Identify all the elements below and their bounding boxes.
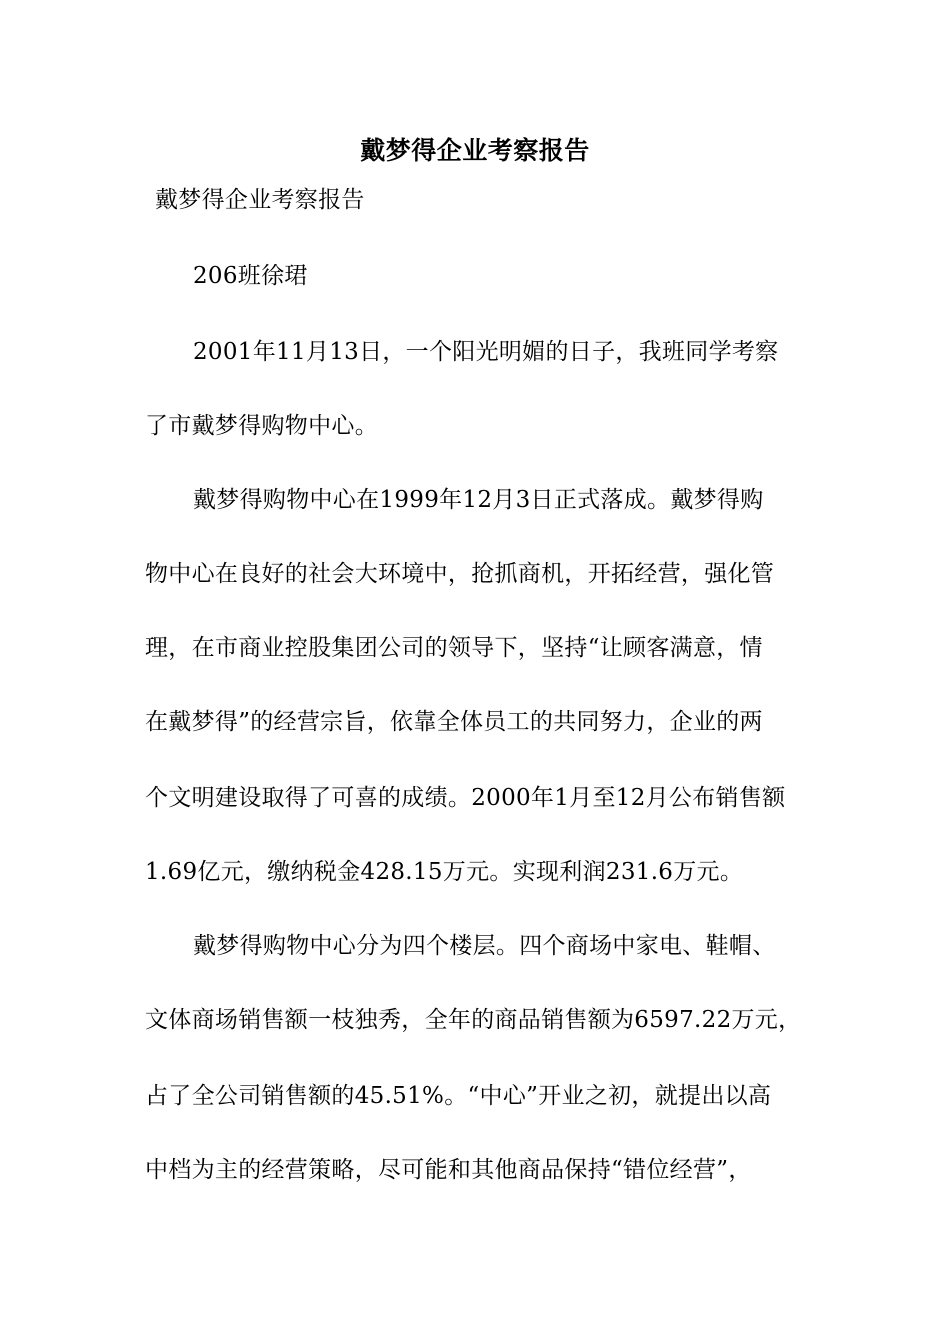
- paragraph-line: 戴梦得购物中心分为四个楼层。四个商场中家电、鞋帽、: [193, 933, 776, 959]
- paragraph-line: 中档为主的经营策略，尽可能和其他商品保持“错位经营”，: [145, 1157, 752, 1183]
- paragraph-line: 文体商场销售额一枝独秀，全年的商品销售额为6597.22万元，: [145, 1007, 802, 1033]
- paragraph-line: 2001年11月13日，一个阳光明媚的日子，我班同学考察: [193, 339, 779, 365]
- paragraph-line: 戴梦得购物中心在1999年12月3日正式落成。戴梦得购: [193, 487, 764, 513]
- paragraph-line: 理，在市商业控股集团公司的领导下，坚持“让顾客满意，情: [145, 635, 763, 661]
- paragraph-line: 在戴梦得”的经营宗旨，依靠全体员工的共同努力，企业的两: [145, 709, 763, 735]
- paragraph-line: 物中心在良好的社会大环境中，抢抓商机，开拓经营，强化管: [145, 561, 775, 587]
- paragraph-line: 1.69亿元，缴纳税金428.15万元。实现利润231.6万元。: [145, 859, 744, 885]
- document-subtitle: 戴梦得企业考察报告: [155, 187, 365, 213]
- document-title: 戴梦得企业考察报告: [360, 136, 590, 165]
- paragraph-line: 了市戴梦得购物中心。: [145, 413, 378, 439]
- author-line: 206班徐珺: [193, 263, 308, 289]
- paragraph-line: 个文明建设取得了可喜的成绩。2000年1月至12月公布销售额: [145, 785, 786, 811]
- paragraph-line: 占了全公司销售额的45.51%。“中心”开业之初，就提出以高: [145, 1083, 772, 1109]
